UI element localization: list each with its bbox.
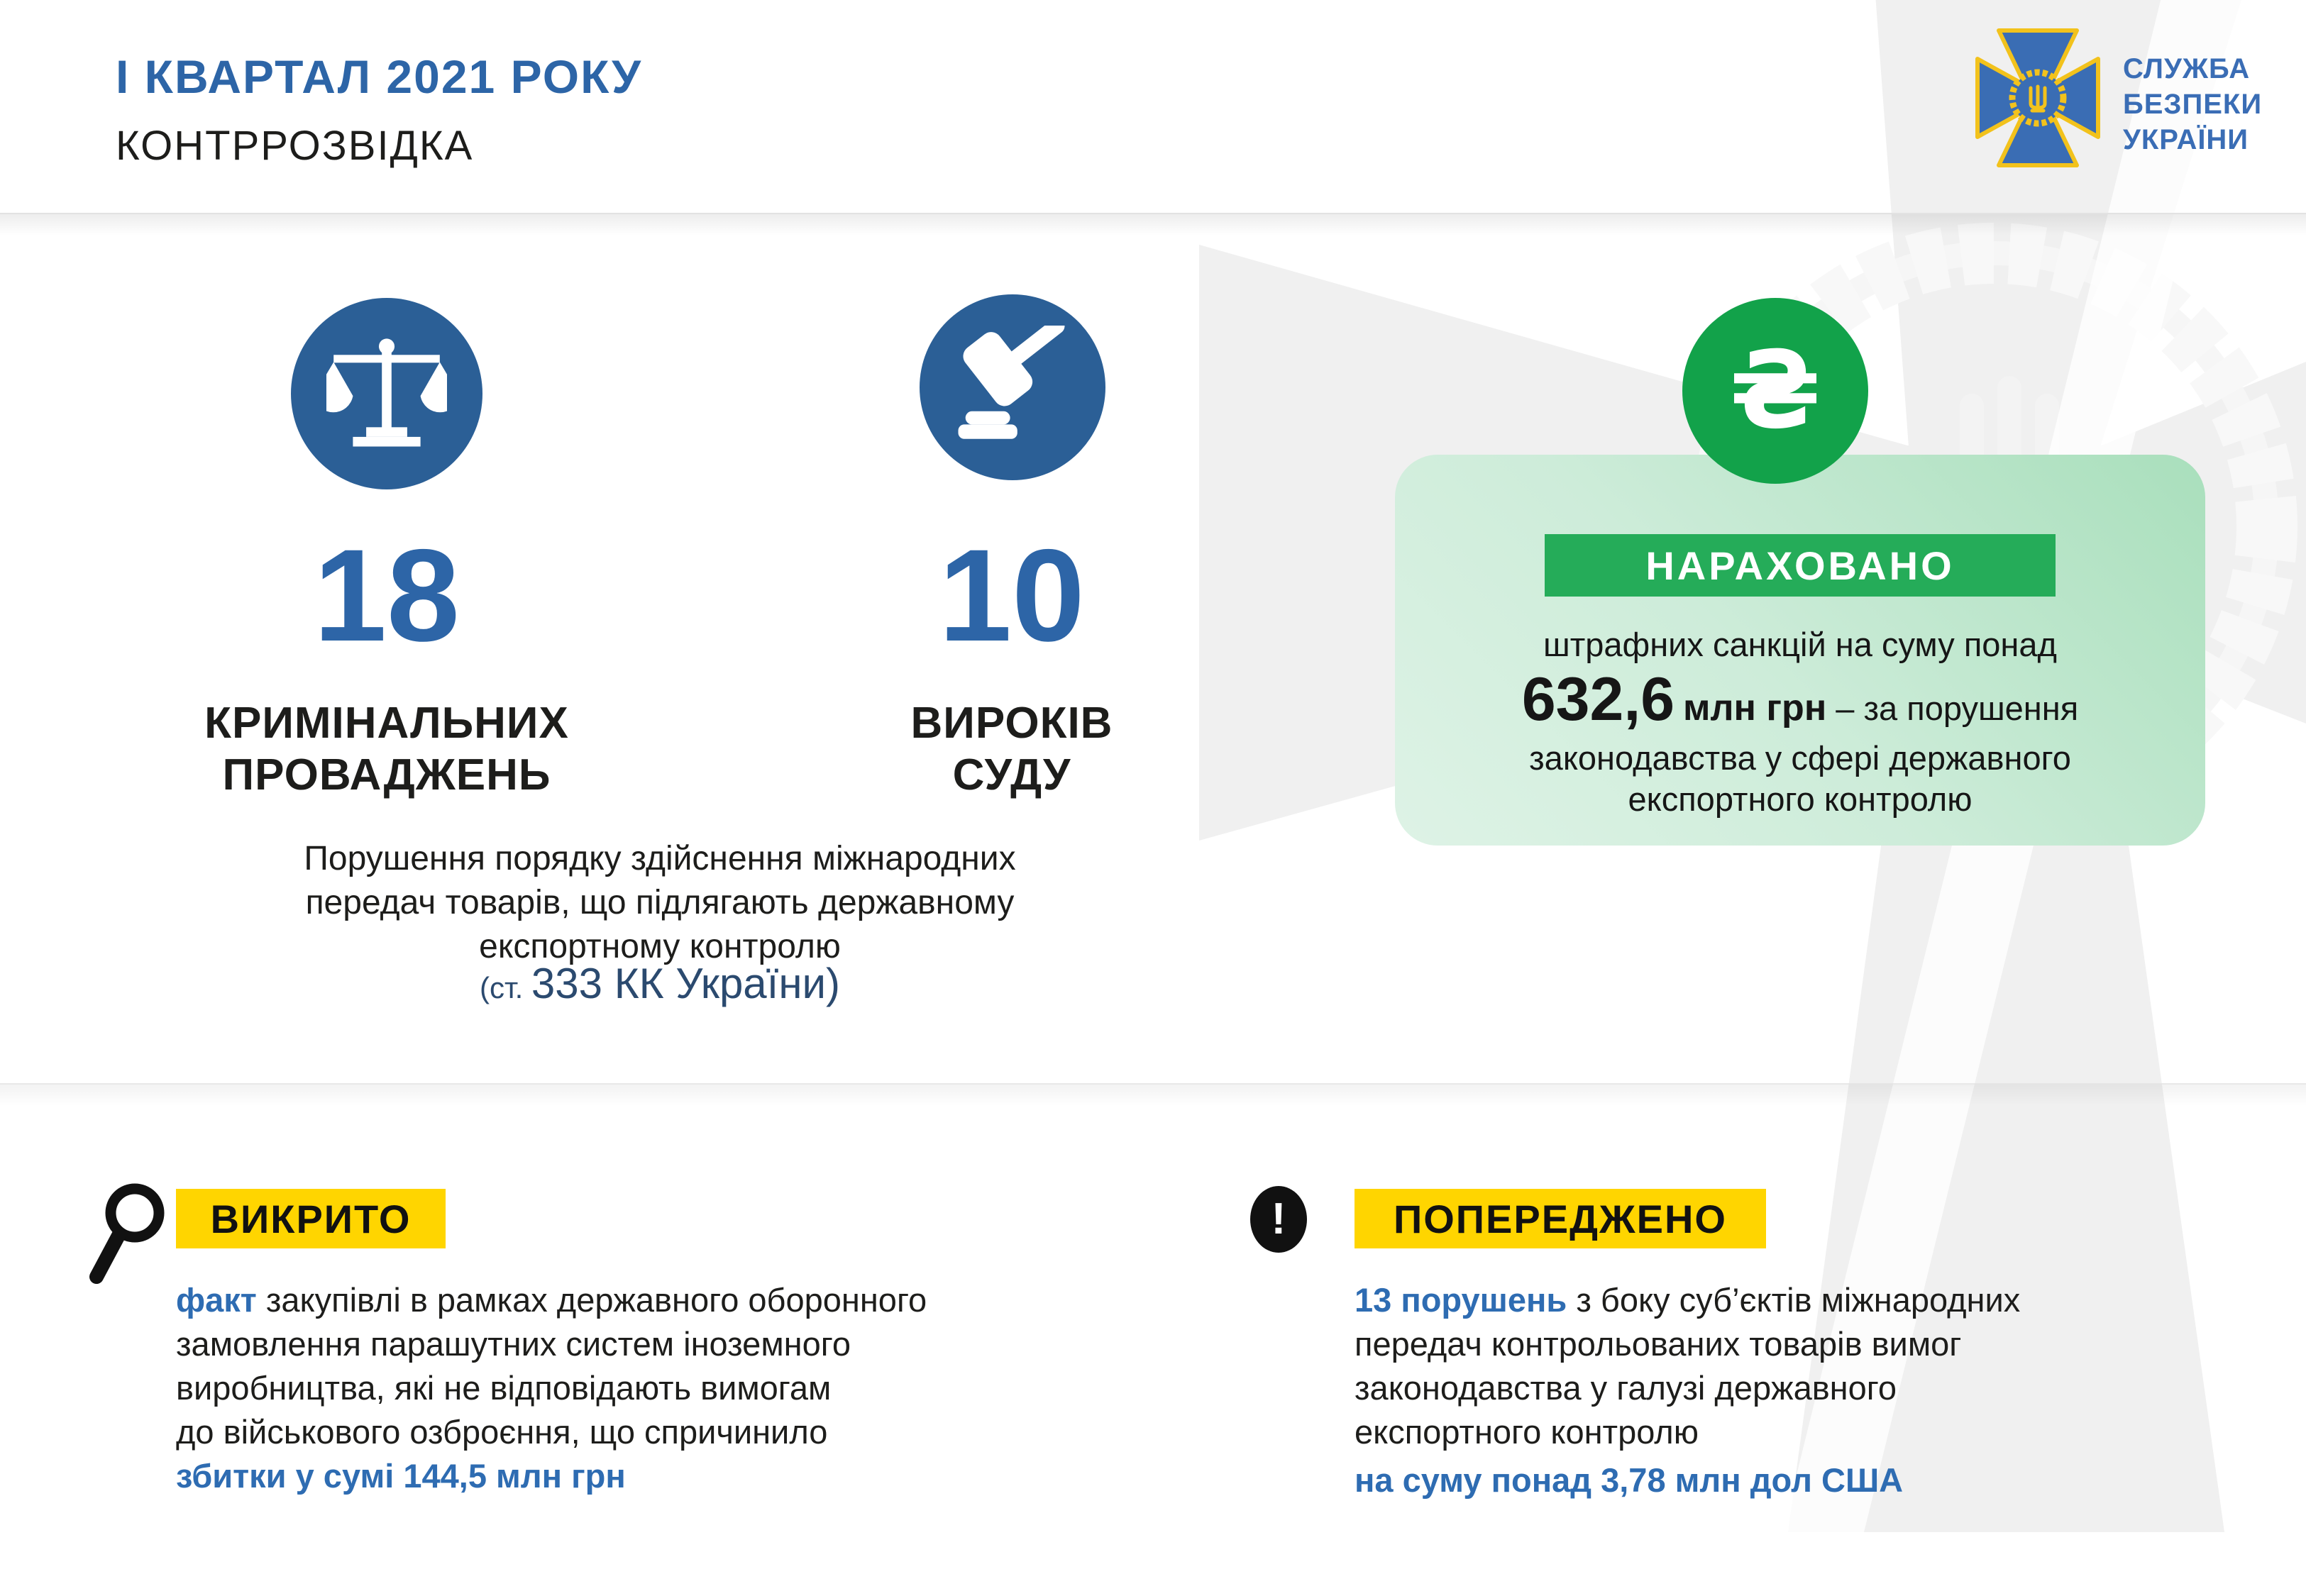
page-title: І КВАРТАЛ 2021 РОКУ [116, 50, 643, 103]
accrued-amount-row [1395, 665, 2205, 735]
prevented-line: передач контрольованих товарів вимог [1355, 1325, 1962, 1363]
description-line: передач товарів, що підлягають державному [305, 884, 1015, 921]
accrued-amount-unit: млн грн [1683, 687, 1827, 728]
exposed-line: виробництва, які не відповідають вимогам [176, 1369, 832, 1407]
exposed-amount: збитки у сумі 144,5 млн грн [176, 1457, 626, 1495]
hryvnia-symbol: ₴ [1729, 329, 1821, 453]
exposed-paragraph [176, 1278, 1141, 1498]
prevented-highlight: 13 порушень [1355, 1281, 1567, 1319]
prevented-line [1355, 1278, 2298, 1322]
accrued-amount-rest-text: – за порушення [1836, 689, 2079, 727]
exposed-badge: ВИКРИТО [176, 1189, 446, 1248]
criminal-proceedings-label [174, 697, 600, 801]
accrued-panel [1395, 455, 2205, 846]
court-verdicts-label [799, 697, 1225, 801]
exposed-line: замовлення парашутних систем іноземного [176, 1325, 851, 1363]
accrued-amount: 632,6 [1521, 665, 1675, 733]
accrued-line1: штрафних санкцій на суму понад [1543, 626, 2057, 663]
exclamation-icon [1250, 1186, 1307, 1253]
scales-icon [326, 332, 447, 456]
accrued-line3: законодавства у сфері державного [1529, 739, 2071, 777]
description-line: Порушення порядку здійснення міжнародних [304, 840, 1016, 877]
sbu-logo-icon [1967, 20, 2109, 179]
court-verdicts-circle [920, 294, 1105, 480]
prevented-amount: на суму понад 3,78 млн дол США [1355, 1461, 1904, 1499]
exposed-line: до військового озброєння, що спричинило [176, 1413, 828, 1451]
exposed-line [176, 1278, 1141, 1322]
label-line: СУДУ [952, 750, 1071, 799]
logo-line: УКРАЇНИ [2123, 124, 2249, 155]
prevented-line: експортного контролю [1355, 1413, 1699, 1451]
law-prefix: (ст. [480, 971, 531, 1004]
exclamation-mark: ! [1271, 1195, 1286, 1243]
logo-line: СЛУЖБА [2123, 53, 2251, 84]
criminal-proceedings-count: 18 [314, 523, 460, 669]
prevented-line: законодавства у галузі державного [1355, 1369, 1897, 1407]
label-line: ПРОВАДЖЕНЬ [222, 750, 551, 799]
section-divider-shadow [0, 1085, 2306, 1106]
prevented-paragraph [1355, 1278, 2298, 1502]
law-reference [199, 959, 1121, 1008]
prevented-badge: ПОПЕРЕДЖЕНО [1355, 1189, 1766, 1248]
description-line: експортному контролю [479, 928, 841, 965]
prevented-text: з боку суб’єктів міжнародних [1567, 1281, 2021, 1319]
label-line: ВИРОКІВ [910, 699, 1113, 748]
logo-line: БЕЗПЕКИ [2123, 89, 2263, 120]
label-line: КРИМІНАЛЬНИХ [204, 699, 569, 748]
accrued-line4: експортного контролю [1628, 780, 1973, 818]
criminal-proceedings-circle [291, 298, 482, 489]
sbu-logo-text [2123, 51, 2262, 157]
gavel-icon [952, 326, 1073, 450]
accrued-badge: НАРАХОВАНО [1545, 534, 2056, 597]
court-verdicts-count: 10 [939, 523, 1085, 669]
accrued-amount-rest [1826, 689, 2078, 728]
hryvnia-icon [1682, 298, 1868, 484]
exposed-text: закупівлі в рамках державного оборонного [256, 1281, 927, 1319]
article-description [199, 837, 1121, 969]
law-main: 333 КК України) [531, 960, 840, 1007]
magnifier-icon [84, 1179, 169, 1296]
header-divider-shadow [0, 214, 2306, 235]
page-subtitle: КОНТРРОЗВІДКА [116, 123, 474, 169]
exposed-highlight: факт [176, 1281, 257, 1319]
